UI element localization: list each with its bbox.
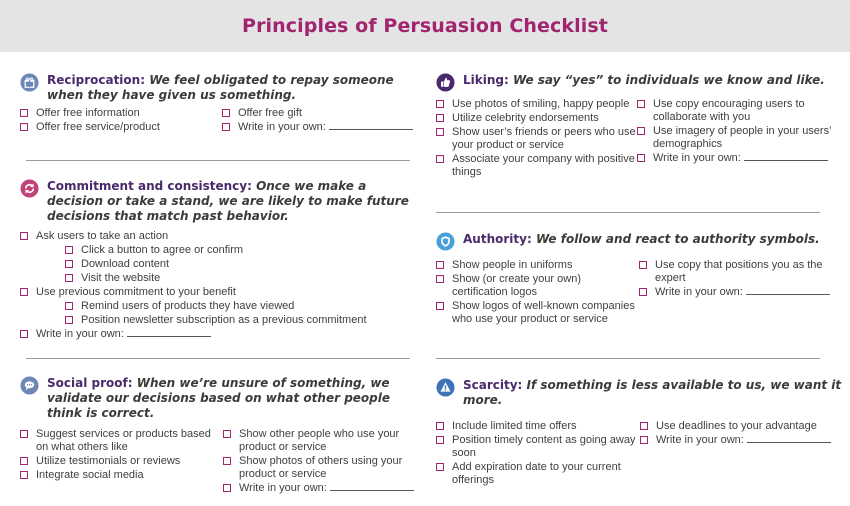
divider [436,358,820,359]
checklist-item[interactable]: Use photos of smiling, happy people [436,98,637,111]
checkbox[interactable] [20,471,28,479]
checkbox[interactable] [436,128,444,136]
checklist-item[interactable]: Show other people who use your product or service [223,428,428,454]
write-in-field[interactable] [127,328,211,337]
section-social-proof [20,376,428,496]
header-bar [0,0,850,52]
section-label: Scarcity: [463,378,523,392]
section-header [20,73,420,103]
section-label: Authority: [463,232,532,246]
section-label: Social proof: [47,376,133,390]
section-description: We follow and react to authority symbols. [535,232,820,246]
checkbox[interactable] [20,109,28,117]
section-description: We say “yes” to individuals we know and like. [512,73,825,87]
checklist-item[interactable]: Integrate social media [20,469,223,482]
section-description: When we’re unsure of something, we validate our decisions based on what other people think is correct. [47,376,391,420]
section-header [20,376,428,421]
checkbox[interactable] [20,457,28,465]
checkbox[interactable] [436,463,444,471]
checklist-item[interactable]: Use imagery of people in your users’ demographics [637,125,838,151]
checklist-item[interactable]: Use deadlines to your advantage [640,420,844,433]
divider [26,358,410,359]
checkbox[interactable] [65,316,73,324]
checklist-subitem[interactable]: Click a button to agree or confirm [65,244,425,257]
checkbox[interactable] [436,114,444,122]
checkbox[interactable] [65,274,73,282]
checkbox[interactable] [436,436,444,444]
checkbox[interactable] [65,302,73,310]
checklist-item[interactable]: Offer free information [20,107,222,120]
checklist-item[interactable]: Show logos of well-known companies who use your product or service [436,300,639,326]
checklist-item[interactable]: Write in your own: [639,286,838,299]
checklist-subitem[interactable]: Visit the website [65,272,425,285]
section-description: Once we make a decision or take a stand, we are likely to make future decisions that match past behavior. [47,179,409,223]
thumbs-up-icon [436,73,455,92]
checklist-item[interactable]: Utilize testimonials or reviews [20,455,223,468]
checklist-item[interactable]: Include limited time offers [436,420,640,433]
checklist [436,420,844,488]
section-title [463,73,838,88]
checkbox[interactable] [20,330,28,338]
section-reciprocation [20,73,420,135]
section-title [47,376,428,421]
checkbox[interactable] [639,261,647,269]
checklist [20,107,420,135]
divider [436,212,820,213]
checklist-subitem[interactable]: Download content [65,258,425,271]
checkbox[interactable] [639,288,647,296]
checkbox[interactable] [637,127,645,135]
checklist-item[interactable]: Position timely content as going away soon [436,434,640,460]
checklist-item[interactable]: Write in your own: [223,482,428,495]
checklist-item[interactable]: Associate your company with positive things [436,153,637,179]
badge-icon [436,232,455,251]
checkbox[interactable] [20,430,28,438]
chat-icon [20,376,39,395]
checklist-item[interactable]: Utilize celebrity endorsements [436,112,637,125]
section-header [20,179,425,224]
checklist-subitem[interactable]: Remind users of products they have viewed [65,300,425,313]
checklist [436,259,838,327]
checkbox[interactable] [436,302,444,310]
checklist-item[interactable]: Write in your own: [640,434,844,447]
section-header [436,378,844,408]
checklist [20,230,425,341]
section-title [463,378,844,408]
checkbox[interactable] [436,275,444,283]
checkbox[interactable] [436,261,444,269]
section-title [47,73,420,103]
warning-icon [436,378,455,397]
checklist-item[interactable]: Show photos of others using your product or service [223,455,428,481]
checkbox[interactable] [20,123,28,131]
checklist-item[interactable]: Show (or create your own) certification logos [436,273,639,299]
section-authority [436,232,838,327]
section-liking [436,73,838,180]
checkbox[interactable] [20,288,28,296]
divider [26,160,410,161]
section-label: Reciprocation: [47,73,146,87]
write-in-field[interactable] [329,121,413,130]
page-title: Principles of Persuasion Checklist [242,15,608,37]
checklist [20,428,428,496]
checkbox[interactable] [223,484,231,492]
checkbox[interactable] [640,422,648,430]
write-in-field[interactable] [746,286,830,295]
checklist-item[interactable]: Write in your own: [637,152,838,165]
checkbox[interactable] [637,100,645,108]
section-scarcity [436,378,844,488]
section-header [436,73,838,88]
checkbox[interactable] [20,232,28,240]
section-label: Commitment and consistency: [47,179,252,193]
checklist-item[interactable]: Write in your own: [222,121,422,134]
section-commitment [20,179,425,342]
checklist-item[interactable]: Offer free gift [222,107,422,120]
write-in-field[interactable] [744,152,828,161]
checkbox[interactable] [222,123,230,131]
checklist-item[interactable]: Use previous commitment to your benefit [20,286,425,299]
checklist-item[interactable]: Write in your own: [20,328,425,341]
write-in-field[interactable] [747,434,831,443]
checklist-item[interactable]: Ask users to take an action [20,230,425,243]
checkbox[interactable] [436,100,444,108]
section-title [463,232,838,247]
checklist-item[interactable]: Show user’s friends or peers who use your product or service [436,126,637,152]
section-description: We feel obligated to repay someone when they have given us something. [47,73,394,102]
section-description: If something is less available to us, we want it more. [463,378,842,407]
section-header [436,232,838,247]
checkbox[interactable] [637,154,645,162]
refresh-icon [20,179,39,198]
checklist-item[interactable]: Use copy that positions you as the expert [639,259,838,285]
section-title [47,179,425,224]
checkbox[interactable] [65,246,73,254]
checklist-item[interactable]: Add expiration date to your current offerings [436,461,640,487]
checklist-item[interactable]: Offer free service/product [20,121,222,134]
checklist [436,98,838,180]
write-in-field[interactable] [330,482,414,491]
checkbox[interactable] [640,436,648,444]
checkbox[interactable] [436,155,444,163]
checklist-item[interactable]: Use copy encouraging users to collaborate with you [637,98,838,124]
checklist-item[interactable]: Suggest services or products based on what others like [20,428,223,454]
checkbox[interactable] [223,457,231,465]
checkbox[interactable] [222,109,230,117]
checklist-subitem[interactable]: Position newsletter subscription as a previous commitment [65,314,425,327]
section-label: Liking: [463,73,509,87]
gift-icon [20,73,39,92]
checkbox[interactable] [65,260,73,268]
checklist-item[interactable]: Show people in uniforms [436,259,639,272]
checkbox[interactable] [223,430,231,438]
checkbox[interactable] [436,422,444,430]
